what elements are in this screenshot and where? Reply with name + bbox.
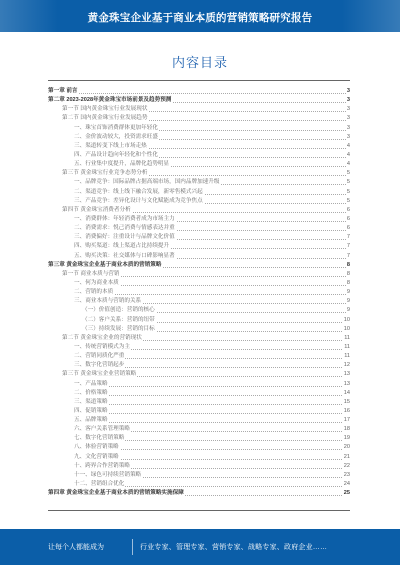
toc-entry-page: 9 (346, 288, 350, 297)
toc-entry-label: 二、价格策略 (74, 389, 109, 398)
toc-entry[interactable] (48, 252, 350, 261)
toc-entry-label: 三、商业本质与营销的关系 (74, 297, 142, 306)
toc-entry[interactable] (48, 380, 350, 389)
toc-entry-page: 6 (346, 215, 350, 224)
toc-entry-page: 7 (346, 252, 350, 261)
toc-entry-label: 第一节 商业本质与营销 (62, 270, 121, 279)
toc-entry-page: 22 (343, 462, 350, 471)
toc-entry[interactable] (48, 398, 350, 407)
toc-entry-page: 10 (343, 316, 350, 325)
toc-entry-page: 3 (346, 105, 350, 114)
toc-entry-page: 15 (343, 398, 350, 407)
toc-entry-label: 九、文化营销策略 (74, 453, 120, 462)
toc-entry-label: 七、数字化营销策略 (74, 434, 125, 443)
toc-entry-page: 13 (343, 380, 350, 389)
toc-entry-page: 5 (346, 197, 350, 206)
toc-entry-page: 17 (343, 416, 350, 425)
toc-entry[interactable] (48, 489, 350, 498)
toc-entry[interactable] (48, 270, 350, 279)
toc-entry[interactable] (48, 133, 350, 142)
toc-entry-page: 5 (346, 188, 350, 197)
toc-entry-page: 3 (346, 133, 350, 142)
toc-entry-page: 8 (346, 261, 350, 270)
toc-entry-label: 十一、绿色可持续营销策略 (74, 471, 142, 480)
toc-entry[interactable] (48, 334, 350, 343)
report-title: 黄金珠宝企业基于商业本质的营销策略研究报告 (87, 12, 313, 24)
toc-entry-label: 三、产品竞争：差异化设计与文化赋能成为竞争焦点 (74, 197, 204, 206)
toc-entry-label: 二、营销同质化严重 (74, 352, 125, 361)
toc-entry-label: 第二章 2023-2028年黄金珠宝市场前景及趋势预测 (48, 96, 172, 105)
toc-entry-page: 3 (346, 114, 350, 123)
toc-entry-label: 第一节 国内黄金珠宝行业发展现状 (62, 105, 148, 114)
toc-entry-label: （一）价值创造：营销的核心 (82, 306, 156, 315)
toc-entry[interactable] (48, 114, 350, 123)
toc-entry-label: 八、体验营销策略 (74, 443, 120, 452)
toc-entry-page: 9 (346, 297, 350, 306)
toc-entry-page: 16 (343, 407, 350, 416)
dot-leader (74, 422, 350, 423)
toc-entry-page: 11 (343, 343, 350, 352)
toc-entry-page: 12 (343, 361, 350, 370)
toc-entry-page: 20 (343, 443, 350, 452)
toc-entry-label: 四、产品设计趋向年轻化和个性化 (74, 151, 159, 160)
toc-entry-page: 5 (346, 169, 350, 178)
toc-entry[interactable] (48, 188, 350, 197)
toc-entry[interactable] (48, 197, 350, 206)
toc-entry[interactable] (48, 160, 350, 169)
toc-entry-page: 13 (343, 370, 350, 379)
toc-entry-page: 9 (346, 306, 350, 315)
toc-entry[interactable] (48, 242, 350, 251)
toc-entry-page: 3 (346, 87, 350, 96)
toc-entry[interactable] (48, 224, 350, 233)
toc-entry[interactable] (48, 142, 350, 151)
toc-entry[interactable] (48, 471, 350, 480)
toc-entry[interactable] (48, 206, 350, 215)
toc-entry[interactable] (48, 261, 350, 270)
toc-entry[interactable] (48, 316, 350, 325)
toc-entry-label: 一、品牌竞争：国际品牌占据高端市场，国内品牌加速升级 (74, 178, 220, 187)
toc-entry-label: 二、渠道竞争：线上线下融合发展，新零售模式兴起 (74, 188, 204, 197)
toc-entry[interactable] (48, 416, 350, 425)
dot-leader (74, 413, 350, 414)
toc-entry[interactable] (48, 407, 350, 416)
table-of-contents (48, 87, 350, 498)
toc-entry[interactable] (48, 443, 350, 452)
toc-entry[interactable] (48, 389, 350, 398)
dot-leader (48, 93, 350, 94)
toc-entry-label: 第四节 黄金珠宝消费者分析 (62, 206, 132, 215)
toc-entry-page: 7 (346, 242, 350, 251)
divider (48, 80, 350, 81)
divider (48, 510, 350, 511)
toc-entry[interactable] (48, 169, 350, 178)
toc-entry-label: 一、消费群体：年轻消费者成为市场主力 (74, 215, 176, 224)
toc-entry-page: 3 (346, 124, 350, 133)
toc-entry-label: 五、品牌策略 (74, 416, 109, 425)
dot-leader (74, 404, 350, 405)
toc-entry[interactable] (48, 462, 350, 471)
toc-entry-label: 一、产品策略 (74, 380, 109, 389)
toc-entry-label: 第一章 前言 (48, 87, 79, 96)
toc-entry[interactable] (48, 151, 350, 160)
toc-entry-page: 11 (343, 352, 350, 361)
toc-entry-label: 一、传统营销模式为主 (74, 343, 131, 352)
toc-entry-page: 11 (343, 334, 350, 343)
toc-entry-page: 8 (346, 279, 350, 288)
toc-entry[interactable] (48, 288, 350, 297)
toc-entry[interactable] (48, 96, 350, 105)
toc-entry[interactable] (48, 325, 350, 334)
toc-entry-page: 4 (346, 151, 350, 160)
dot-leader (74, 294, 350, 295)
toc-entry[interactable] (48, 361, 350, 370)
toc-heading: 内容目录 (171, 55, 228, 70)
toc-entry-label: （三）持续发展：营销的目标 (82, 325, 156, 334)
toc-entry[interactable] (48, 178, 350, 187)
footer-roles: 行业专家、管理专家、营销专家、战略专家、政府企业…… (140, 544, 328, 551)
toc-entry-page: 8 (346, 270, 350, 279)
footer-slogan: 让每个人都能成为 (48, 544, 104, 551)
toc-entry-label: 第三节 黄金珠宝行业竞争态势分析 (62, 169, 148, 178)
toc-entry[interactable] (48, 425, 350, 434)
divider (132, 539, 133, 555)
toc-entry-page: 4 (346, 160, 350, 169)
toc-entry[interactable] (48, 352, 350, 361)
toc-entry-label: 十、跨界合作营销策略 (74, 462, 131, 471)
toc-entry-page: 19 (343, 434, 350, 443)
dot-leader (74, 395, 350, 396)
toc-entry-label: 三、数字化营销起步 (74, 361, 125, 370)
toc-entry-page: 4 (346, 142, 350, 151)
toc-entry[interactable] (48, 343, 350, 352)
toc-entry[interactable] (48, 297, 350, 306)
page-footer (0, 529, 400, 565)
toc-entry-label: 五、购买决策：社交媒体与口碑影响显著 (74, 252, 176, 261)
toc-entry-label: 二、消费需求：悦己消费与情感表达并重 (74, 224, 176, 233)
toc-entry-page: 24 (343, 480, 350, 489)
toc-entry-label: 十二、营销组合优化 (74, 480, 125, 489)
toc-entry[interactable] (48, 480, 350, 489)
toc-entry-label: （二）客户关系：营销的纽带 (82, 316, 156, 325)
toc-entry[interactable] (48, 215, 350, 224)
toc-entry-label: 一、珠宝首饰消费群体更加年轻化 (74, 124, 159, 133)
toc-entry-label: 四、购买渠道：线上渠道占比持续提升 (74, 242, 170, 251)
toc-entry[interactable] (48, 306, 350, 315)
toc-entry-page: 6 (346, 224, 350, 233)
toc-entry[interactable] (48, 105, 350, 114)
toc-entry[interactable] (48, 434, 350, 443)
toc-entry-page: 7 (346, 233, 350, 242)
toc-entry-label: 四、促销策略 (74, 407, 109, 416)
dot-leader (74, 386, 350, 387)
report-header (0, 0, 400, 32)
toc-entry-page: 14 (343, 389, 350, 398)
toc-entry-page: 10 (343, 325, 350, 334)
toc-entry-label: 三、消费偏好：注重设计与品牌文化价值 (74, 233, 176, 242)
toc-entry-page: 5 (346, 178, 350, 187)
toc-entry-label: 三、渠道策略 (74, 398, 109, 407)
toc-entry-page: 25 (343, 489, 350, 498)
toc-entry-label: 二、金价波动较大，投资需求旺盛 (74, 133, 159, 142)
toc-entry-label: 六、客户关系管理策略 (74, 425, 131, 434)
toc-entry-page: 21 (343, 453, 350, 462)
toc-entry[interactable] (48, 233, 350, 242)
toc-entry-label: 第四章 黄金珠宝企业基于商业本质的营销策略实施保障 (48, 489, 185, 498)
toc-entry-page: 18 (343, 425, 350, 434)
toc-entry-page: 3 (346, 96, 350, 105)
toc-entry-page: 6 (346, 206, 350, 215)
toc-entry-page: 23 (343, 471, 350, 480)
toc-entry[interactable] (48, 87, 350, 96)
toc-entry-label: 一、何为商业本质 (74, 279, 120, 288)
toc-entry-label: 二、营销的本质 (74, 288, 114, 297)
toc-entry-label: 五、行业集中度提升，品牌化趋势明显 (74, 160, 170, 169)
toc-entry-label: 第三节 黄金珠宝企业营销策略 (62, 370, 137, 379)
toc-entry[interactable] (48, 279, 350, 288)
toc-entry-label: 第三章 黄金珠宝企业基于商业本质的营销策略 (48, 261, 162, 270)
toc-entry-label: 第二节 黄金珠宝企业的营销现状 (62, 334, 143, 343)
toc-entry-label: 第二节 国内黄金珠宝行业发展趋势 (62, 114, 148, 123)
toc-entry-label: 三、渠道转变下线上市场走热 (74, 142, 148, 151)
toc-entry[interactable] (48, 453, 350, 462)
toc-entry[interactable] (48, 124, 350, 133)
toc-entry[interactable] (48, 370, 350, 379)
